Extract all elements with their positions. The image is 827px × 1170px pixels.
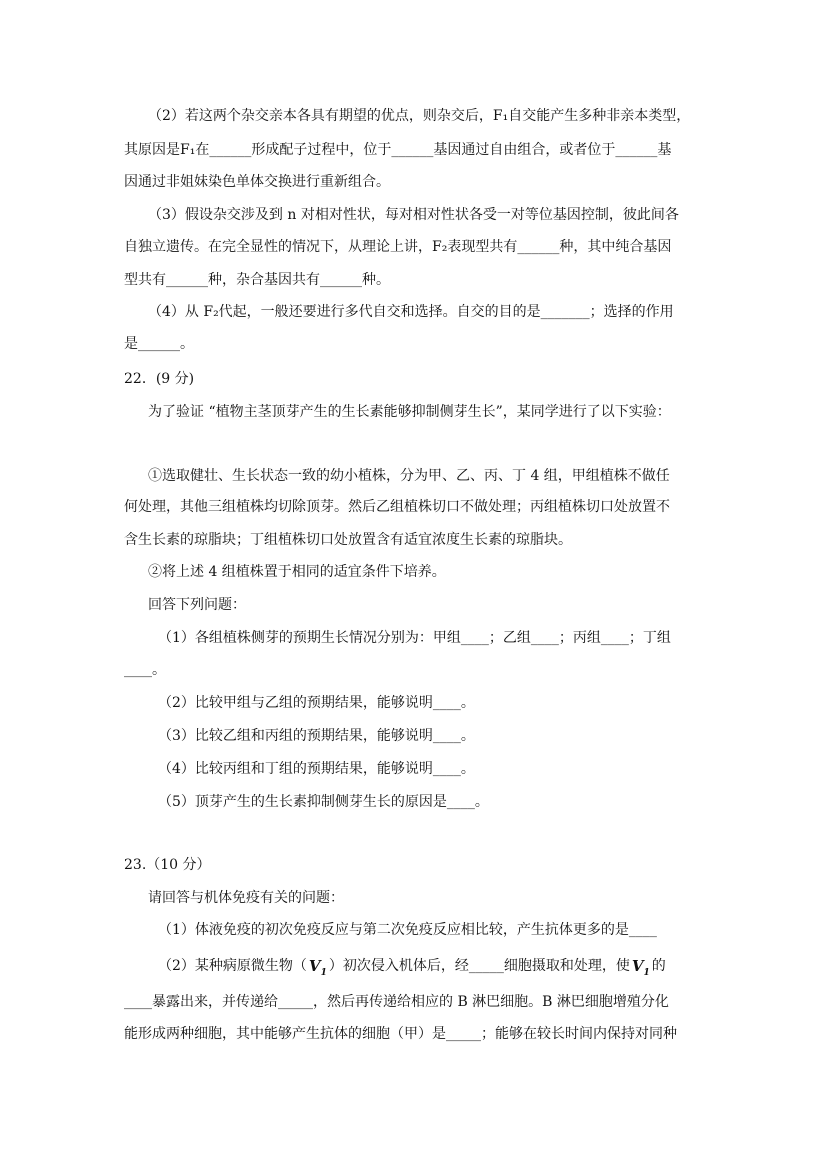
q23-answer1: （1）体液免疫的初次免疫反应与第二次免疫反应相比较，产生抗体更多的是____ xyxy=(158,922,657,938)
q22-answer4: （4）比较丙组和丁组的预期结果，能够说明____。 xyxy=(158,761,475,777)
q22-step1-line2: 何处理，其他三组植株均切除顶芽。然后乙组植株切口不做处理；丙组植株切口处放置不 xyxy=(124,499,670,515)
q21-part2-line2: 其原因是F₁在______形成配子过程中，位于______基因通过自由组合，或者位于______基 xyxy=(124,142,672,158)
q21-part4-line2: 是______。 xyxy=(124,336,194,352)
q22-answer5: （5）顶芽产生的生长素抑制侧芽生长的原因是____。 xyxy=(158,794,489,810)
q23-answer2-mid: ）初次侵入机体后，经_____细胞摄取和处理，使 xyxy=(328,958,630,974)
q21-part3-line2: 自独立遗传。在完全显性的情况下，从理论上讲，F₂表现型共有______种，其中纯合基因 xyxy=(124,239,672,255)
v1-symbol-2: $V_1$ xyxy=(631,957,650,978)
q22-header: 22．(9 分) xyxy=(124,371,195,387)
q23-answer2-pre: （2）某种病原微生物（ xyxy=(158,958,307,974)
q23-answer2-post: 的 xyxy=(651,958,666,974)
q23-answer2-line3: 能形成两种细胞，其中能够产生抗体的细胞（甲）是_____；能够在较长时间内保持对同种 xyxy=(124,1026,677,1042)
q21-part2-line1: （2）若这两个杂交亲本各具有期望的优点，则杂交后，F₁自交能产生多种非亲本类型， xyxy=(148,108,691,124)
q23-answer2-line1 xyxy=(158,956,666,976)
q23-intro: 请回答与机体免疫有关的问题： xyxy=(148,890,344,906)
q22-intro: 为了验证 “植物主茎顶芽产生的生长素能够抑制侧芽生长”，某同学进行了以下实验： xyxy=(148,404,671,420)
q22-answer-prompt: 回答下列问题： xyxy=(148,597,246,613)
q21-part3-line3: 型共有______种，杂合基因共有______种。 xyxy=(124,272,390,288)
q22-answer3: （3）比较乙组和丙组的预期结果，能够说明____。 xyxy=(158,728,475,744)
q23-header: 23.（10 分） xyxy=(124,857,211,873)
q21-part3-line1: （3）假设杂交涉及到 n 对相对性状，每对相对性状各受一对等位基因控制，彼此间各 xyxy=(148,207,679,223)
q22-step2: ②将上述 4 组植株置于相同的适宜条件下培养。 xyxy=(148,564,446,580)
q21-part4-line1: （4）从 F₂代起，一般还要进行多代自交和选择。自交的目的是_______；选择的作用 xyxy=(148,304,674,320)
q21-part2-line3: 因通过非姐妹染色单体交换进行重新组合。 xyxy=(124,174,390,190)
q23-answer2-line2: ____暴露出来，并传递给_____，然后再传递给相应的 B 淋巴细胞。B 淋巴细胞增殖分化 xyxy=(124,994,669,1010)
q22-answer1-line2: ____。 xyxy=(124,662,166,678)
q22-answer2: （2）比较甲组与乙组的预期结果，能够说明____。 xyxy=(158,695,475,711)
q22-step1-line3: 含生长素的琼脂块；丁组植株切口处放置含有适宜浓度生长素的琼脂块。 xyxy=(124,532,572,548)
q22-answer1-line1: （1）各组植株侧芽的预期生长情况分别为：甲组____；乙组____；丙组____；丁组 xyxy=(158,630,671,646)
v1-symbol: $V_1$ xyxy=(308,957,327,978)
q22-step1-line1: ①选取健壮、生长状态一致的幼小植株，分为甲、乙、丙、丁 4 组，甲组植株不做任 xyxy=(148,468,670,484)
